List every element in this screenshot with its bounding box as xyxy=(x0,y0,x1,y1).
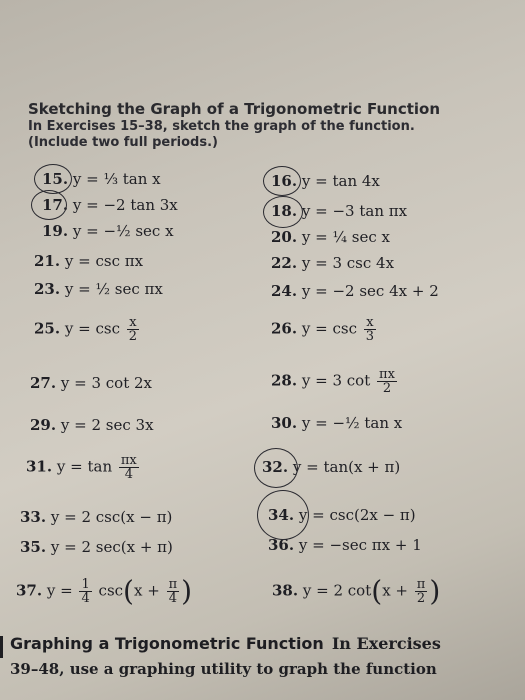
exercise-expression-prefix: y = xyxy=(46,581,73,600)
exercise-expression: y = −3 tan πx xyxy=(301,202,408,220)
right-paren: ) xyxy=(181,574,193,608)
exercise-number: 23. xyxy=(34,280,61,298)
exercise-number: 34. xyxy=(268,506,295,524)
exercise-number: 28. xyxy=(271,371,298,390)
right-paren: ) xyxy=(429,574,441,608)
exercise-34 xyxy=(268,506,416,524)
fraction xyxy=(167,578,180,605)
exercise-number: 15. xyxy=(42,170,69,188)
instruction-line-1: In Exercises 15–38, sketch the graph of the function. xyxy=(28,119,415,134)
exercise-expression: y = csc(2x − π) xyxy=(298,506,416,524)
exercise-number: 32. xyxy=(262,458,289,476)
exercise-29 xyxy=(30,416,154,434)
numerator: π xyxy=(168,577,178,592)
denominator: 2 xyxy=(416,591,426,606)
exercise-number: 31. xyxy=(26,457,53,476)
exercise-expression: y = 2 sec 3x xyxy=(60,416,154,434)
exercise-number: 20. xyxy=(271,228,298,246)
exercise-expression: y = ⅓ tan x xyxy=(72,170,161,188)
denominator: 4 xyxy=(124,467,133,482)
exercise-expression: y = −½ sec x xyxy=(72,222,174,240)
instruction-line-2: (Include two full periods.) xyxy=(28,135,218,150)
exercise-expression-prefix: y = 3 cot xyxy=(301,371,371,390)
exercise-26 xyxy=(271,316,378,343)
fraction xyxy=(364,316,376,343)
numerator: π xyxy=(416,577,426,592)
next-section-heading: Graphing a Trigonometric Function xyxy=(10,634,324,653)
exercise-36 xyxy=(268,536,422,554)
exercise-expression-prefix: y = csc xyxy=(64,319,120,338)
exercise-28 xyxy=(271,368,399,395)
exercise-number: 30. xyxy=(271,414,298,432)
exercise-30 xyxy=(271,414,402,432)
exercise-22 xyxy=(271,254,394,272)
denominator: 2 xyxy=(128,329,138,344)
exercise-24 xyxy=(271,282,439,300)
exercise-number: 38. xyxy=(272,581,299,600)
exercise-16 xyxy=(271,172,380,190)
exercise-expression: y = 3 cot 2x xyxy=(60,374,153,392)
next-section-line-2: 39–48, use a graphing utility to graph the function xyxy=(10,660,437,678)
fraction xyxy=(119,454,139,481)
exercise-expression-prefix: y = 2 cot xyxy=(302,581,372,600)
exercise-expression-prefix: y = tan xyxy=(56,457,113,476)
exercise-number: 25. xyxy=(34,319,61,338)
numerator: x xyxy=(127,316,139,330)
exercise-21 xyxy=(34,252,143,270)
exercise-32 xyxy=(262,458,400,476)
exercise-expression: y = 3 csc 4x xyxy=(301,254,395,272)
exercise-31 xyxy=(26,454,141,481)
fraction xyxy=(377,368,397,395)
exercise-number: 36. xyxy=(268,536,295,554)
exercise-number: 24. xyxy=(271,282,298,300)
exercise-expression: y = −sec πx + 1 xyxy=(298,536,422,554)
exercise-expression: y = ½ sec πx xyxy=(64,280,163,298)
exercise-number: 33. xyxy=(20,508,47,526)
exercise-number: 26. xyxy=(271,319,298,338)
section-header xyxy=(28,100,508,151)
exercise-35 xyxy=(20,538,173,556)
exercise-number: 35. xyxy=(20,538,47,556)
exercise-number: 19. xyxy=(42,222,69,240)
numerator: πx xyxy=(379,367,395,382)
exercise-23 xyxy=(34,280,163,298)
exercise-number: 17. xyxy=(42,196,69,214)
exercise-number: 21. xyxy=(34,252,61,270)
exercise-15 xyxy=(42,170,161,188)
next-section-line1-rest: In Exercises xyxy=(331,634,441,653)
exercise-number: 37. xyxy=(16,581,43,600)
left-paren: ( xyxy=(123,574,134,608)
exercise-expression-prefix: y = csc xyxy=(301,319,357,338)
exercise-expression: y = tan(x + π) xyxy=(292,458,401,476)
exercise-number: 22. xyxy=(271,254,298,272)
exercise-37 xyxy=(16,574,193,608)
denominator: 4 xyxy=(168,591,177,606)
denominator: 3 xyxy=(365,329,375,344)
exercise-number: 27. xyxy=(30,374,57,392)
exercise-expression: y = csc πx xyxy=(64,252,144,270)
exercise-expression: y = 2 sec(x + π) xyxy=(50,538,173,556)
denominator: 4 xyxy=(81,591,90,606)
section-bar xyxy=(0,636,3,658)
function-name: csc xyxy=(98,581,124,600)
next-section-line-1 xyxy=(10,634,441,653)
exercise-38 xyxy=(272,574,441,608)
exercise-number: 29. xyxy=(30,416,57,434)
exercise-17 xyxy=(42,196,178,214)
exercise-expression: y = −2 tan 3x xyxy=(72,196,178,214)
fraction xyxy=(127,316,139,343)
exercise-expression: y = −2 sec 4x + 2 xyxy=(301,282,439,300)
exercise-25 xyxy=(34,316,141,343)
fraction xyxy=(415,578,428,605)
inner-expression: x + xyxy=(133,581,160,600)
denominator: 2 xyxy=(382,381,392,396)
exercise-expression: y = 2 csc(x − π) xyxy=(50,508,173,526)
left-paren: ( xyxy=(371,574,383,608)
coefficient-fraction xyxy=(79,578,91,605)
exercise-27 xyxy=(30,374,152,392)
numerator: πx xyxy=(120,453,137,468)
exercise-expression: y = ¼ sec x xyxy=(301,228,390,246)
exercise-expression: y = tan 4x xyxy=(301,172,380,190)
numerator: 1 xyxy=(81,577,90,592)
exercise-number: 16. xyxy=(271,172,298,190)
inner-expression: x + xyxy=(382,581,408,600)
exercise-number: 18. xyxy=(271,202,298,220)
numerator: x xyxy=(364,316,376,330)
exercise-19 xyxy=(42,222,174,240)
exercise-expression: y = −½ tan x xyxy=(301,414,403,432)
exercise-20 xyxy=(271,228,390,246)
exercise-18 xyxy=(271,202,407,220)
exercise-33 xyxy=(20,508,172,526)
section-title: Sketching the Graph of a Trigonometric Function xyxy=(28,100,441,118)
